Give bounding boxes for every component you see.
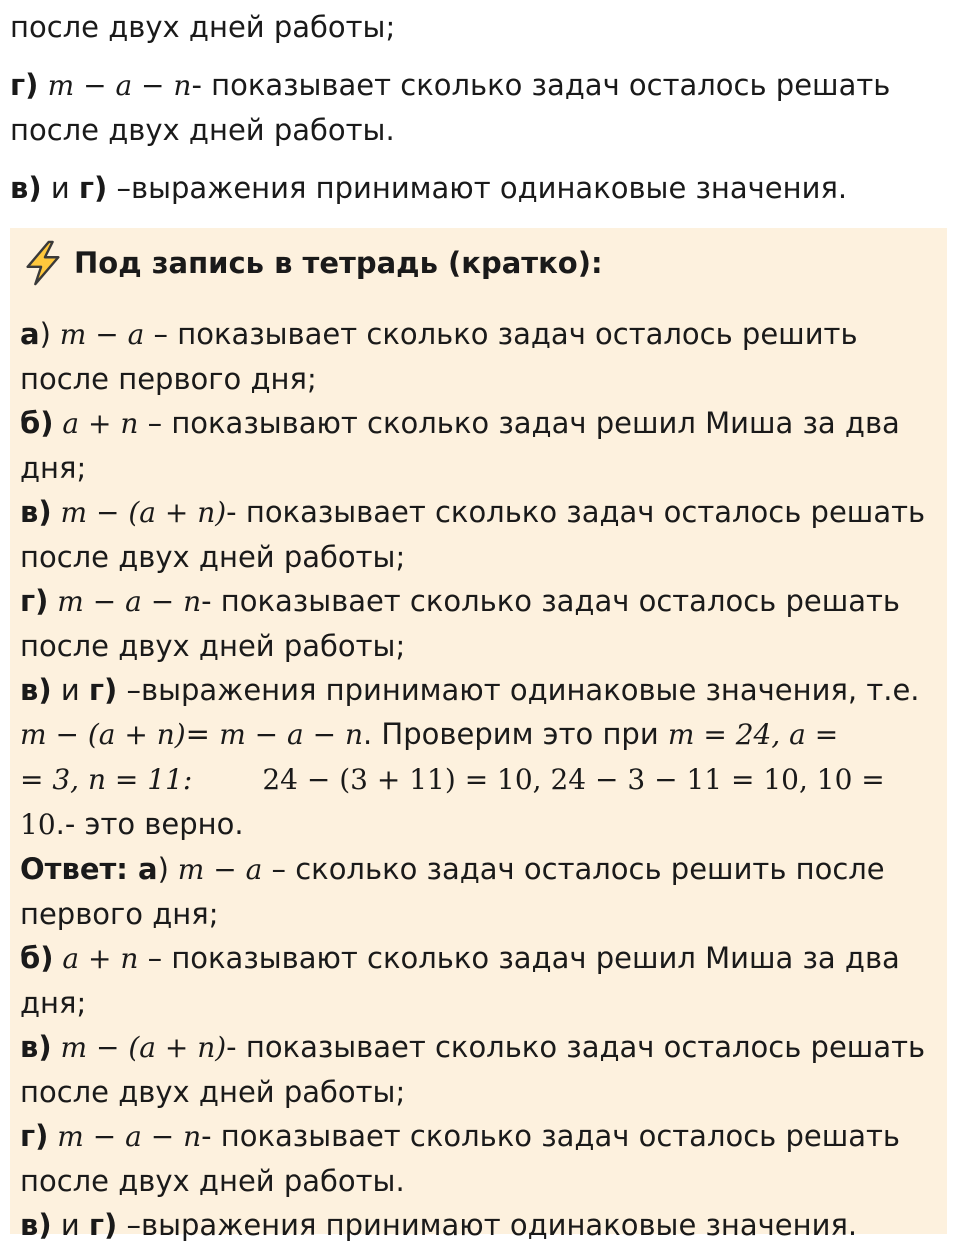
- math-expression: m − (a + n): [51, 496, 227, 529]
- item-text: –выражения принимают одинаковые значения.: [117, 1208, 858, 1242]
- item-text: - показывает сколько задач осталось решать после двух дней работы.: [10, 68, 891, 147]
- item-text: –выражения принимают одинаковые значения.: [107, 171, 848, 205]
- math-expression: m − a − n: [48, 585, 202, 618]
- item-label: в): [20, 1030, 52, 1064]
- math-expression: m − a − n: [48, 1120, 202, 1153]
- answer-conclusion: в) и г) –выражения принимают одинаковые значения.: [20, 1208, 858, 1242]
- answer-item-g: [20, 1114, 937, 1203]
- math-expression: m − a: [50, 318, 145, 351]
- math-expression: 10: [20, 808, 56, 841]
- lightning-bolt-icon: [20, 240, 66, 286]
- check-line-1: m − (a + n)= m − a − n. Проверим это при m = 24, a =: [20, 717, 839, 751]
- item-label: б): [20, 941, 54, 975]
- notebook-box: [10, 228, 947, 1242]
- math-expression: m − a − n: [47, 69, 192, 102]
- item-label: в): [10, 171, 42, 205]
- intro-conclusion: в) и г) –выражения принимают одинаковые значения.: [10, 171, 848, 205]
- item-label: в): [20, 495, 52, 529]
- math-expression: a + n: [53, 942, 139, 975]
- item-text: - показывает сколько задач осталось решать после двух дней работы;: [20, 584, 901, 663]
- item-text: – показывает сколько задач осталось решить после первого дня;: [20, 317, 858, 396]
- item-text: - показывает сколько задач осталось решать после двух дней работы;: [20, 1030, 926, 1109]
- math-expression: a + n: [53, 407, 139, 440]
- item-label: г): [88, 1208, 118, 1242]
- item-label: г): [10, 68, 39, 102]
- intro-section: [10, 5, 950, 210]
- intro-item-g: [10, 63, 950, 152]
- item-text: - показывает сколько задач осталось решать после двух дней работы;: [20, 495, 926, 574]
- math-expression: m − (a + n): [51, 1031, 227, 1064]
- check-line-3: 10.- это верно.: [20, 807, 244, 841]
- check-line-2: [20, 757, 937, 802]
- math-expression: = 3, n = 11:: [20, 763, 193, 796]
- answer-label: Ответ:: [20, 852, 138, 886]
- math-expression: 24 − (3 + 11) = 10, 24 − 3 − 11 = 10, 10 =: [262, 763, 885, 796]
- notebook-item-v: [20, 490, 937, 579]
- item-label: в): [20, 673, 52, 707]
- item-text: – показывают сколько задач решил Миша за два дня;: [20, 406, 900, 485]
- notebook-title: Под запись в тетрадь (кратко):: [74, 246, 603, 280]
- math-expression: m − a: [168, 853, 263, 886]
- item-text: –выражения принимают одинаковые значения, т.е.: [117, 673, 920, 707]
- answer-item-b: [20, 936, 937, 1025]
- item-text: - показывает сколько задач осталось решать после двух дней работы.: [20, 1119, 901, 1198]
- item-label: в): [20, 1208, 52, 1242]
- notebook-item-b: [20, 401, 937, 490]
- answer-item-v: [20, 1025, 937, 1114]
- math-expression: m = 24, a =: [667, 718, 839, 751]
- notebook-title-row: [20, 236, 937, 290]
- math-expression: m − (a + n): [20, 718, 186, 751]
- item-label: г): [20, 584, 49, 618]
- notebook-item-a: а) m − a – показывает сколько задач осталось решить после первого дня;: [20, 317, 858, 396]
- answer-item-a: Ответ: а) m − a – сколько задач осталось решить после первого дня;: [20, 852, 885, 931]
- item-label: г): [78, 171, 108, 205]
- item-label: г): [20, 1119, 49, 1153]
- item-text: – сколько задач осталось решить после первого дня;: [20, 852, 885, 931]
- item-label: а: [137, 852, 158, 886]
- notebook-item-g: [20, 579, 937, 668]
- item-label: г): [88, 673, 118, 707]
- math-expression: m − a − n: [219, 718, 363, 751]
- item-label: б): [20, 406, 54, 440]
- intro-line1: после двух дней работы;: [10, 10, 396, 44]
- notebook-conclusion: в) и г) –выражения принимают одинаковые значения, т.е.: [20, 673, 920, 707]
- item-text: – показывают сколько задач решил Миша за два дня;: [20, 941, 900, 1020]
- item-label: а: [20, 317, 40, 351]
